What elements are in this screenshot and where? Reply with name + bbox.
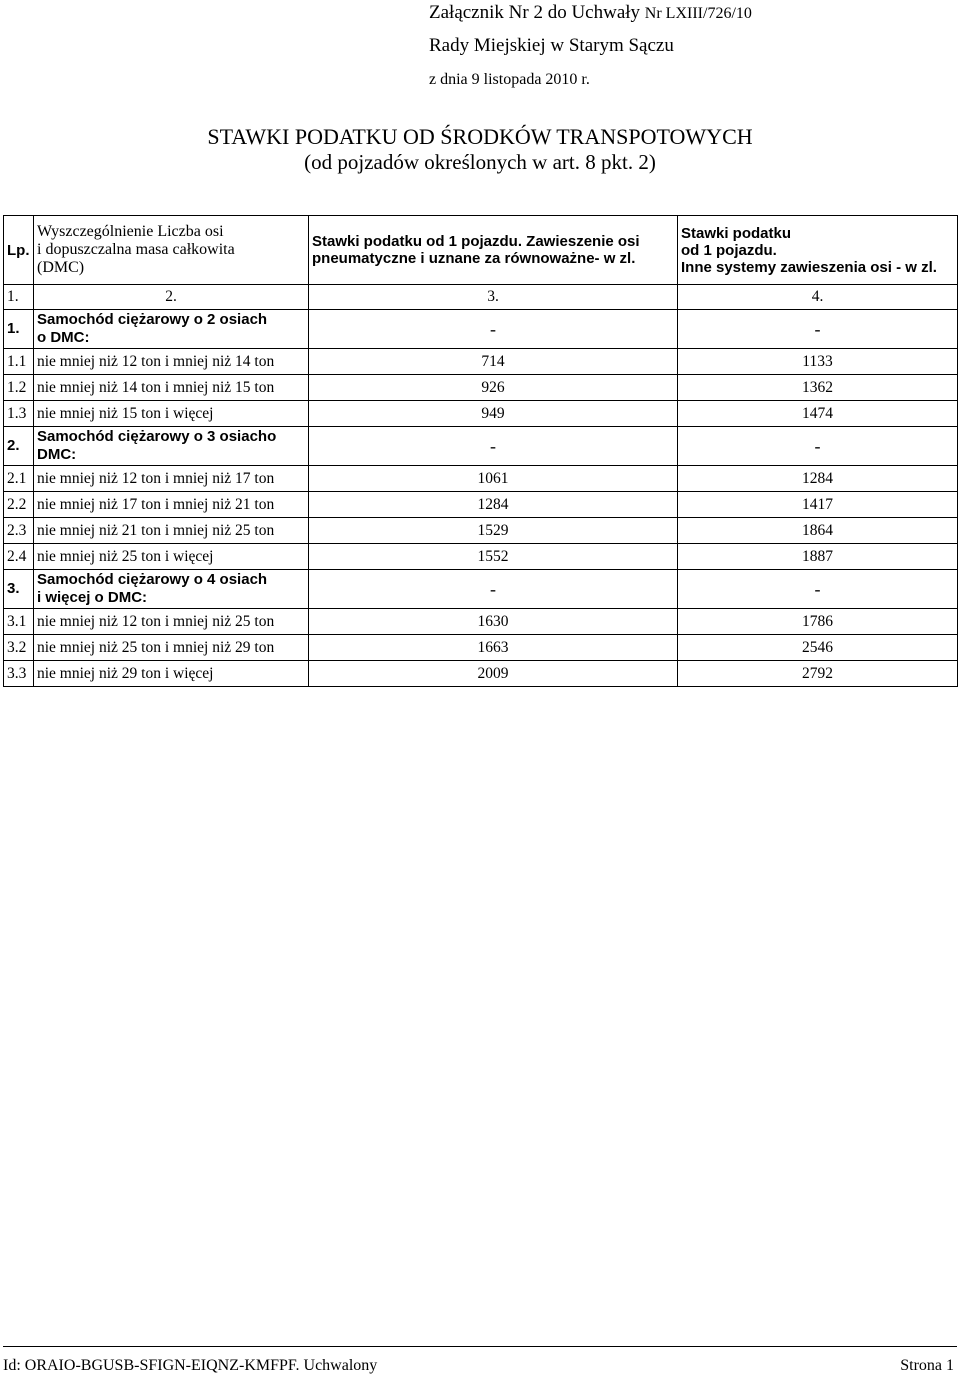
header-specification [34,216,309,285]
tax-rates-table [3,215,958,687]
header-col4-line2: od 1 pojazdu. [681,241,777,259]
resolution-date: z dnia 9 listopada 2010 r. [429,71,590,88]
header-col4-line3: Inne systemy zawieszenia osi - w zl. [681,258,937,276]
table-row [4,349,958,375]
table-row [4,466,958,492]
column-number-row [4,285,958,310]
header-col4-line1: Stawki podatku [681,224,792,242]
row-description: nie mniej niż 29 ton i więcej [34,661,309,687]
row-other-rate: 2792 [678,661,958,687]
row-pneumatic-rate: 949 [309,401,678,427]
row-pneumatic-rate: 1061 [309,466,678,492]
document-title: STAWKI PODATKU OD ŚRODKÓW TRANSPOTOWYCH [207,124,753,149]
document-id: Id: ORAIO-BGUSB-SFIGN-EIQNZ-KMFPF. Uchwalony [3,1357,378,1374]
row-lp: 3.2 [4,635,34,661]
category-label [34,570,309,609]
row-pneumatic-rate: 1630 [309,609,678,635]
table-row [4,609,958,635]
category-label [34,310,309,349]
page-number: Strona 1 [900,1357,954,1374]
document-subtitle: (od pojzadów określonych w art. 8 pkt. 2) [304,150,656,174]
category-label [34,427,309,466]
category-lp: 3. [4,570,34,609]
row-other-rate: 1417 [678,492,958,518]
row-description: nie mniej niż 25 ton i więcej [34,544,309,570]
row-description: nie mniej niż 21 ton i mniej niż 25 ton [34,518,309,544]
row-lp: 2.4 [4,544,34,570]
row-description: nie mniej niż 14 ton i mniej niż 15 ton [34,375,309,401]
category-lp: 2. [4,427,34,466]
header-col3-line1: Stawki podatku od 1 pojazdu. Zawieszenie osi [312,233,640,250]
table-row [4,401,958,427]
header-col3-line2: pneumatyczne i uznane za równoważne- w zl. [312,250,636,267]
category-pneumatic-rate: - [309,570,678,609]
header-lp: Lp. [4,216,34,285]
row-lp: 1.2 [4,375,34,401]
row-lp: 1.3 [4,401,34,427]
resolution-number: Nr LXIII/726/10 [644,5,752,22]
table-row [4,635,958,661]
row-lp: 2.2 [4,492,34,518]
row-description: nie mniej niż 12 ton i mniej niż 17 ton [34,466,309,492]
column-number: 2. [34,285,309,310]
row-lp: 2.1 [4,466,34,492]
header-spec-line2: i dopuszczalna masa całkowita [37,241,235,258]
row-lp: 3.3 [4,661,34,687]
category-pneumatic-rate: - [309,310,678,349]
row-other-rate: 1887 [678,544,958,570]
row-description: nie mniej niż 25 ton i mniej niż 29 ton [34,635,309,661]
row-pneumatic-rate: 714 [309,349,678,375]
row-other-rate: 1474 [678,401,958,427]
vehicle-category-row [4,427,958,466]
row-lp: 1.1 [4,349,34,375]
header-spec-line3: (DMC) [37,259,85,276]
table-header-row [4,216,958,285]
row-lp: 2.3 [4,518,34,544]
row-description: nie mniej niż 17 ton i mniej niż 21 ton [34,492,309,518]
column-number: 3. [309,285,678,310]
table-row [4,375,958,401]
header-pneumatic-rate [309,216,678,285]
row-pneumatic-rate: 1552 [309,544,678,570]
row-pneumatic-rate: 1529 [309,518,678,544]
category-label-line2: i więcej o DMC: [37,589,148,606]
category-label-line1: Samochód ciężarowy o 3 osiacho [37,428,277,445]
category-label-line2: DMC: [37,446,77,463]
category-label-line1: Samochód ciężarowy o 4 osiach [37,571,268,588]
column-number: 1. [4,285,34,310]
row-lp: 3.1 [4,609,34,635]
row-pneumatic-rate: 1284 [309,492,678,518]
table-row [4,492,958,518]
annex-title-main: Załącznik Nr 2 do Uchwały [429,2,641,23]
category-lp: 1. [4,310,34,349]
table-row [4,518,958,544]
row-description: nie mniej niż 12 ton i mniej niż 25 ton [34,609,309,635]
header-other-rate [678,216,958,285]
header-spec-line1: Wyszczególnienie Liczba osi [37,223,224,240]
row-pneumatic-rate: 926 [309,375,678,401]
footer-divider [3,1346,957,1347]
category-label-line2: o DMC: [37,329,90,346]
row-other-rate: 1786 [678,609,958,635]
category-label-line1: Samochód ciężarowy o 2 osiach [37,311,268,328]
category-other-rate: - [678,427,958,466]
table-row [4,661,958,687]
council-name: Rady Miejskiej w Starym Sączu [429,35,674,56]
table-row [4,544,958,570]
category-other-rate: - [678,570,958,609]
row-other-rate: 1362 [678,375,958,401]
column-number: 4. [678,285,958,310]
row-pneumatic-rate: 2009 [309,661,678,687]
category-other-rate: - [678,310,958,349]
vehicle-category-row [4,570,958,609]
row-pneumatic-rate: 1663 [309,635,678,661]
vehicle-category-row [4,310,958,349]
row-description: nie mniej niż 12 ton i mniej niż 14 ton [34,349,309,375]
row-other-rate: 2546 [678,635,958,661]
row-description: nie mniej niż 15 ton i więcej [34,401,309,427]
category-pneumatic-rate: - [309,427,678,466]
annex-title [429,2,752,24]
row-other-rate: 1284 [678,466,958,492]
row-other-rate: 1133 [678,349,958,375]
row-other-rate: 1864 [678,518,958,544]
